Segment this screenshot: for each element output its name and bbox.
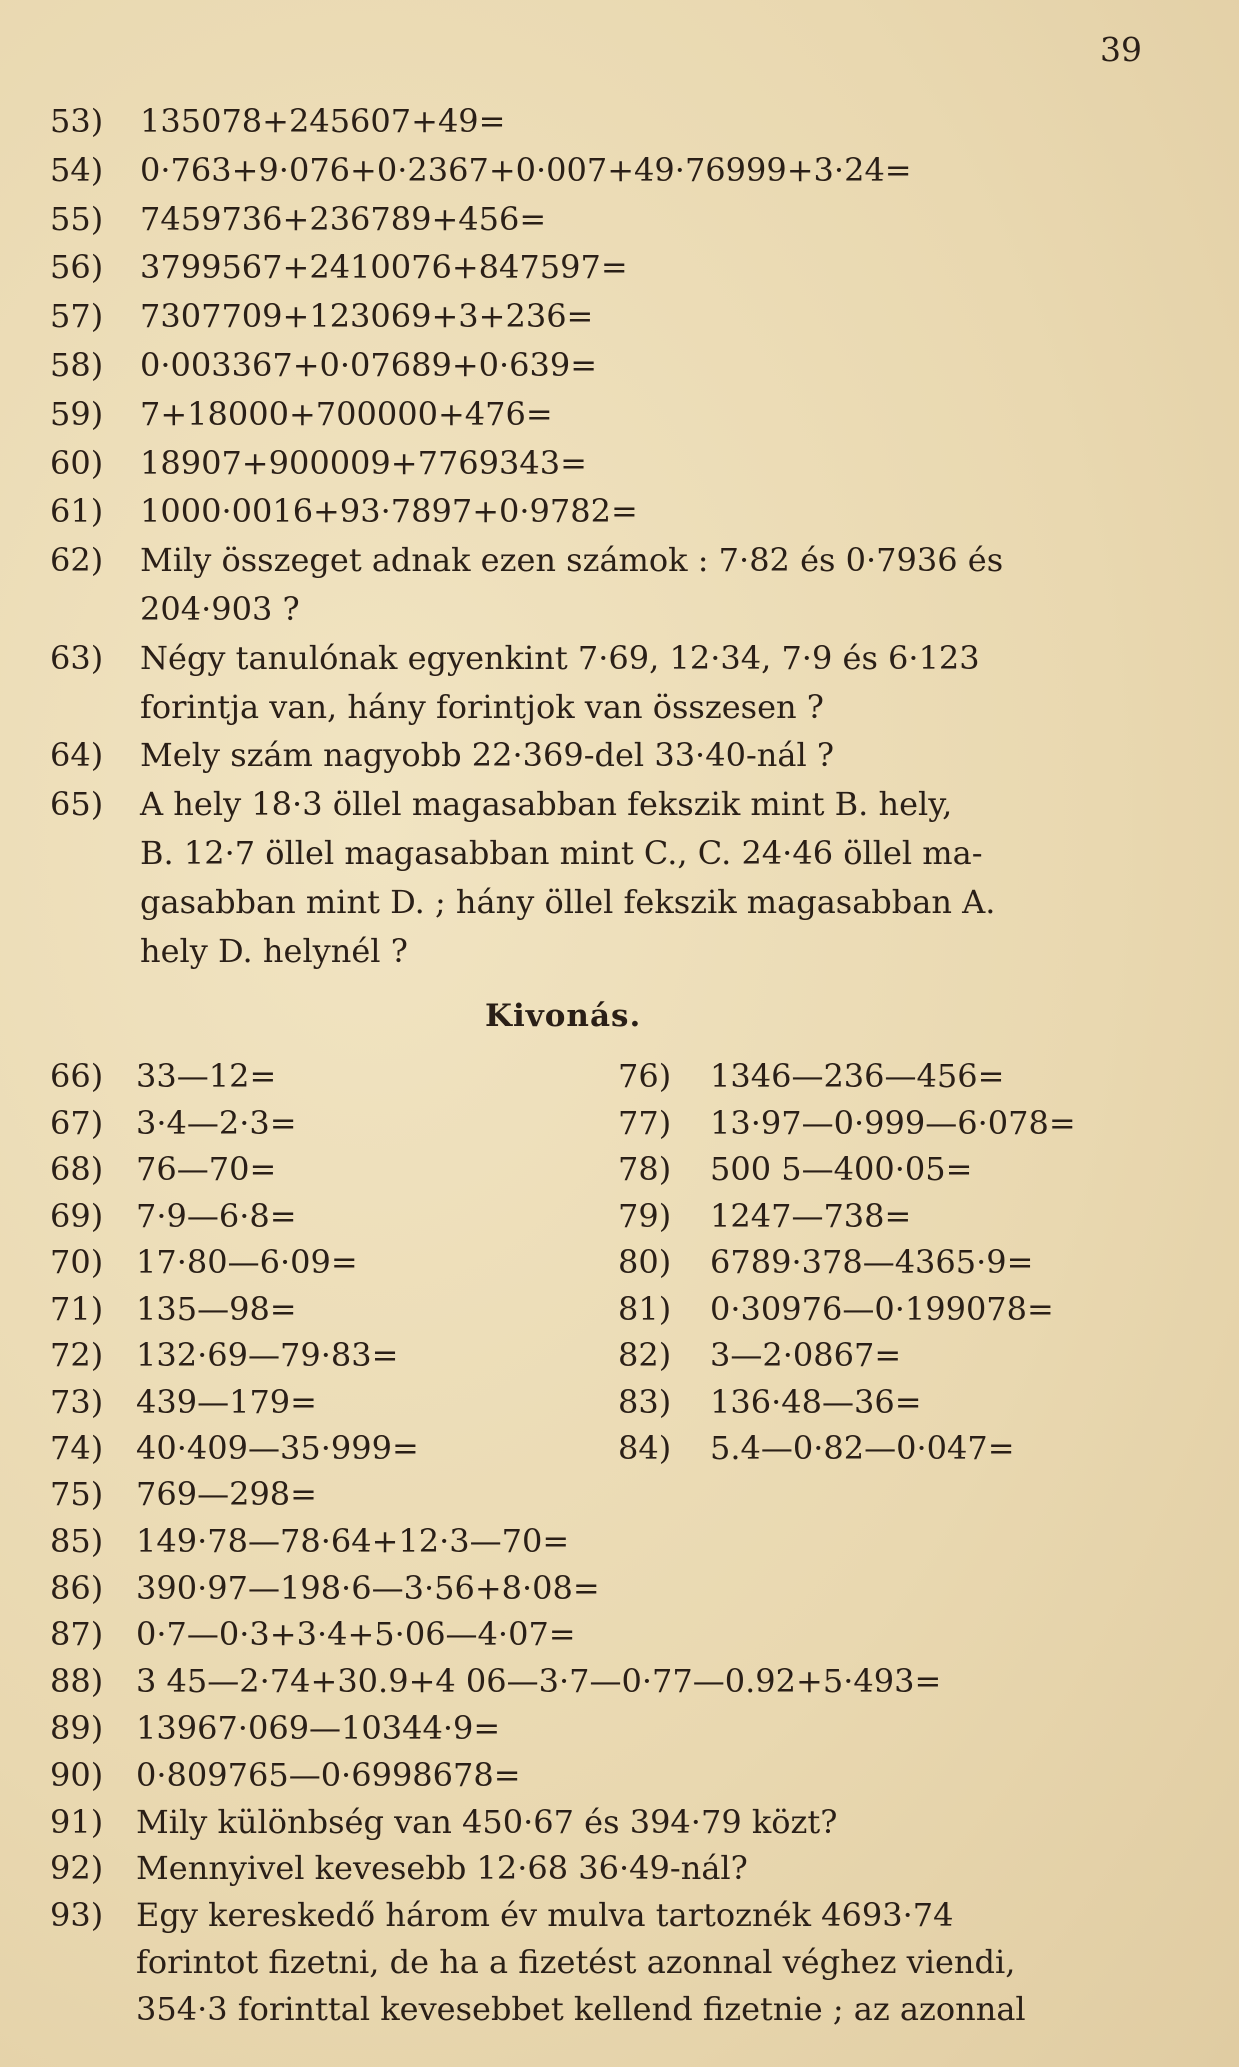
exercise-text: Mennyivel kevesebb 12·68 36·49-nál? — [136, 1849, 748, 1888]
exercise-text: 3·4—2·3= — [136, 1103, 297, 1142]
exercise-text: 0·7—0·3+3·4+5·06—4·07= — [136, 1615, 576, 1654]
exercise-number: 86) — [50, 1568, 104, 1607]
exercise-text: 1247—738= — [710, 1196, 912, 1235]
exercise-number: 79) — [618, 1196, 672, 1235]
exercise-line — [50, 246, 628, 288]
exercise-line — [618, 1381, 922, 1423]
exercise-number: 65) — [50, 785, 104, 824]
exercise-line — [50, 490, 638, 532]
exercise-line — [50, 1473, 317, 1515]
exercise-text: forintot fizetni, de ha a fizetést azonnal véghez viendi, — [136, 1943, 1016, 1981]
exercise-number: 71) — [50, 1289, 104, 1328]
exercise-line — [50, 881, 995, 923]
exercise-number: 75) — [50, 1475, 104, 1513]
exercise-text: 0·809765—0·6998678= — [136, 1755, 521, 1794]
exercise-text: 3799567+2410076+847597= — [140, 248, 628, 287]
exercise-text: 1000·0016+93·7897+0·9782= — [140, 492, 638, 531]
exercise-line — [618, 1148, 972, 1190]
exercise-line — [50, 1660, 941, 1702]
exercise-text: forintja van, hány forintjok van összesen ? — [140, 687, 824, 726]
exercise-text: 439—179= — [136, 1382, 317, 1421]
exercise-text: 40·409—35·999= — [136, 1429, 419, 1467]
exercise-number: 63) — [50, 638, 104, 677]
exercise-text: 769—298= — [136, 1475, 317, 1513]
exercise-number: 74) — [50, 1429, 104, 1467]
exercise-line — [50, 930, 408, 972]
exercise-number: 55) — [50, 199, 104, 238]
exercise-number: 83) — [618, 1382, 672, 1421]
exercise-number: 72) — [50, 1336, 104, 1374]
exercise-line — [50, 1613, 576, 1655]
exercise-text: 149·78—78·64+12·3—70= — [136, 1521, 570, 1560]
exercise-text: 76—70= — [136, 1150, 277, 1188]
exercise-line — [50, 295, 593, 337]
exercise-line — [50, 1894, 953, 1936]
exercise-number: 67) — [50, 1103, 104, 1142]
exercise-number: 54) — [50, 150, 104, 189]
exercise-number: 68) — [50, 1150, 104, 1188]
exercise-text: 0·30976—0·199078= — [710, 1289, 1054, 1328]
exercise-number: 87) — [50, 1615, 104, 1654]
exercise-line — [50, 1381, 317, 1423]
exercise-text: 17·80—6·09= — [136, 1243, 358, 1281]
exercise-number: 69) — [50, 1196, 104, 1235]
exercise-text: 204·903 ? — [140, 590, 300, 628]
exercise-text: 135078+245607+49= — [140, 102, 506, 140]
exercise-number: 66) — [50, 1057, 104, 1095]
exercise-number: 58) — [50, 346, 104, 384]
exercise-line — [50, 1754, 521, 1796]
exercise-line — [50, 1801, 837, 1843]
exercise-number: 82) — [618, 1336, 672, 1374]
exercise-text: 390·97—198·6—3·56+8·08= — [136, 1568, 600, 1607]
exercise-number: 84) — [618, 1429, 672, 1467]
exercise-number: 61) — [50, 492, 104, 531]
exercise-number: 81) — [618, 1289, 672, 1328]
exercise-line — [50, 100, 505, 142]
exercise-text: 33—12= — [136, 1057, 277, 1095]
exercise-text: 135—98= — [136, 1289, 297, 1328]
exercise-line — [50, 442, 587, 484]
exercise-line — [50, 637, 980, 679]
exercise-line — [50, 1102, 297, 1144]
exercise-number: 92) — [50, 1849, 104, 1888]
exercise-line — [50, 1520, 569, 1562]
exercise-text: Egy kereskedő három év mulva tartoznék 4693·74 — [136, 1896, 954, 1935]
exercise-number: 64) — [50, 736, 104, 775]
exercise-number: 57) — [50, 297, 104, 336]
exercise-line — [50, 1334, 398, 1376]
exercise-text: Mely szám nagyobb 22·369-del 33·40-nál ? — [140, 736, 834, 775]
exercise-text: Négy tanulónak egyenkint 7·69, 12·34, 7·9 és 6·123 — [140, 638, 980, 677]
exercise-number: 70) — [50, 1243, 104, 1281]
exercise-line — [50, 198, 546, 240]
exercise-line — [50, 1427, 419, 1469]
exercise-line — [50, 393, 553, 435]
exercise-line — [618, 1241, 1033, 1283]
exercise-number: 90) — [50, 1755, 104, 1794]
exercise-text: Mily különbség van 450·67 és 394·79 közt? — [136, 1802, 838, 1841]
exercise-text: 7459736+236789+456= — [140, 199, 547, 238]
exercise-line — [50, 783, 952, 825]
exercise-line — [50, 1847, 748, 1889]
exercise-line — [618, 1055, 1004, 1097]
exercise-number: 91) — [50, 1802, 104, 1841]
exercise-text: 3—2·0867= — [710, 1336, 902, 1374]
exercise-text: 6789·378—4365·9= — [710, 1243, 1034, 1281]
exercise-line — [50, 588, 300, 630]
exercise-line — [50, 1148, 276, 1190]
exercise-line — [50, 1567, 600, 1609]
exercise-text: 0·003367+0·07689+0·639= — [140, 346, 598, 384]
exercise-line — [50, 1941, 1015, 1983]
exercise-text: 1346—236—456= — [710, 1057, 1005, 1095]
exercise-text: 13967·069—10344·9= — [136, 1709, 501, 1747]
page-number: 39 — [1100, 30, 1142, 69]
exercise-line — [50, 1707, 500, 1749]
exercise-number: 85) — [50, 1521, 104, 1560]
exercise-text: 13·97—0·999—6·078= — [710, 1103, 1076, 1142]
exercise-number: 56) — [50, 248, 104, 287]
exercise-number: 53) — [50, 102, 104, 140]
exercise-number: 62) — [50, 541, 104, 580]
exercise-number: 77) — [618, 1103, 672, 1142]
exercise-number: 60) — [50, 443, 104, 482]
exercise-text: 354·3 forinttal kevesebbet kellend fizetnie ; az azonnal — [136, 1989, 1026, 2028]
exercise-number: 93) — [50, 1896, 104, 1935]
exercise-text: 5.4—0·82—0·047= — [710, 1429, 1015, 1467]
exercise-line — [50, 686, 824, 728]
exercise-text: 132·69—79·83= — [136, 1336, 399, 1374]
exercise-line — [50, 1195, 297, 1237]
exercise-text: 3 45—2·74+30.9+4 06—3·7—0·77—0.92+5·493= — [136, 1662, 942, 1701]
exercise-number: 76) — [618, 1057, 672, 1095]
exercise-line — [50, 832, 983, 874]
exercise-line — [618, 1195, 911, 1237]
exercise-text: 7·9—6·8= — [136, 1196, 297, 1235]
exercise-line — [50, 1241, 358, 1283]
exercise-text: 0·763+9·076+0·2367+0·007+49·76999+3·24= — [140, 150, 912, 189]
exercise-line — [50, 539, 1003, 581]
exercise-line — [618, 1288, 1054, 1330]
exercise-text: 7307709+123069+3+236= — [140, 297, 594, 336]
exercise-number: 59) — [50, 394, 104, 433]
exercise-line — [50, 1055, 276, 1097]
exercise-text: Mily összeget adnak ezen számok : 7·82 és 0·7936 és — [140, 541, 1004, 580]
exercise-line — [50, 734, 834, 776]
exercise-line — [50, 1288, 297, 1330]
exercise-number: 88) — [50, 1662, 104, 1701]
exercise-text: 18907+900009+7769343= — [140, 443, 587, 482]
exercise-line — [618, 1427, 1015, 1469]
exercise-text: 7+18000+700000+476= — [140, 394, 553, 433]
exercise-text: 500 5—400·05= — [710, 1150, 973, 1188]
exercise-line — [50, 149, 912, 191]
section-heading: Kivonás. — [485, 998, 642, 1034]
exercise-line — [618, 1334, 901, 1376]
exercise-text: hely D. helynél ? — [140, 931, 408, 970]
exercise-text: gasabban mint D. ; hány öllel fekszik magasabban A. — [140, 882, 996, 921]
exercise-text: B. 12·7 öllel magasabban mint C., C. 24·46 öllel ma- — [140, 834, 983, 872]
exercise-number: 78) — [618, 1150, 672, 1188]
exercise-text: 136·48—36= — [710, 1382, 922, 1421]
exercise-number: 89) — [50, 1709, 104, 1747]
exercise-line — [618, 1102, 1076, 1144]
exercise-number: 73) — [50, 1382, 104, 1421]
exercise-line — [50, 1988, 1026, 2030]
exercise-line — [50, 344, 597, 386]
exercise-text: A hely 18·3 öllel magasabban fekszik mint B. hely, — [140, 785, 953, 824]
exercise-number: 80) — [618, 1243, 672, 1281]
